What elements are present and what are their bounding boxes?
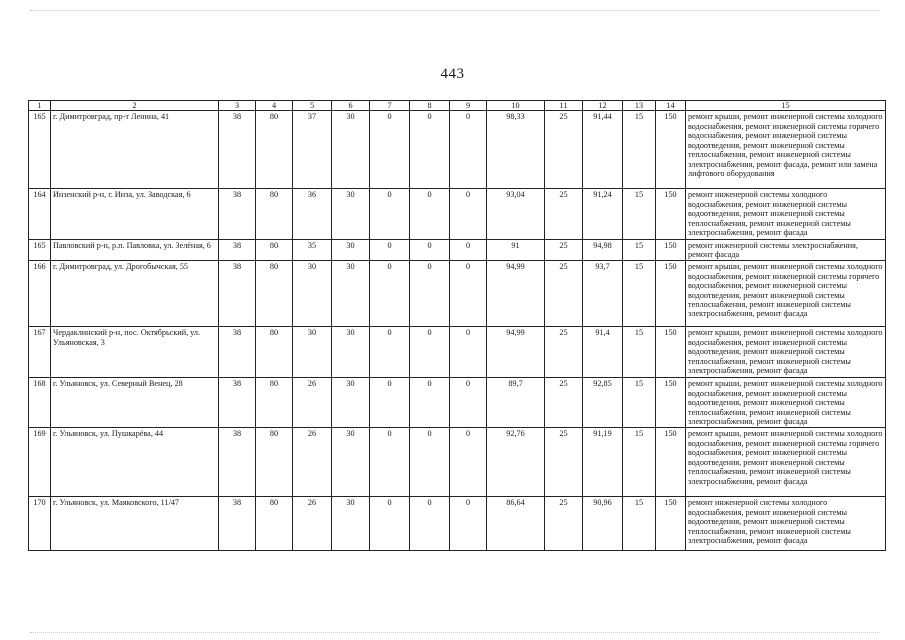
page-number: 443 — [440, 66, 465, 82]
column-header: 5 — [293, 101, 332, 111]
table-row — [29, 327, 886, 378]
value-cell: 25 — [545, 327, 583, 378]
column-header: 12 — [583, 101, 623, 111]
value-cell: 15 — [623, 189, 656, 239]
column-header: 10 — [487, 101, 545, 111]
value-cell: 0 — [410, 111, 450, 189]
value-cell: 90,96 — [583, 497, 623, 551]
value-cell: 30 — [332, 111, 370, 189]
value-cell: 150 — [656, 378, 686, 428]
address-cell: г. Ульяновск, ул. Северный Венец, 28 — [51, 378, 219, 428]
column-header: 3 — [219, 101, 256, 111]
value-cell: 15 — [623, 261, 656, 327]
address-cell: г. Димитровград, пр-т Ленина, 41 — [51, 111, 219, 189]
value-cell: 38 — [219, 189, 256, 239]
value-cell: 38 — [219, 239, 256, 261]
table-row — [29, 111, 886, 189]
value-cell: 0 — [370, 239, 410, 261]
row-number-cell: 167 — [29, 327, 51, 378]
value-cell: 150 — [656, 327, 686, 378]
value-cell: 0 — [410, 428, 450, 497]
value-cell: 15 — [623, 497, 656, 551]
value-cell: 0 — [370, 378, 410, 428]
value-cell: 0 — [450, 111, 487, 189]
value-cell: 0 — [410, 327, 450, 378]
value-cell: 26 — [293, 378, 332, 428]
works-list-cell: ремонт инженерной системы холодного водоснабжения, ремонт инженерной системы водоотведения, ремонт инженерной системы теплоснабжения, ремонт инженерной системы электроснабжения, ремонт фасада — [686, 497, 886, 551]
value-cell: 0 — [450, 261, 487, 327]
column-header: 11 — [545, 101, 583, 111]
value-cell: 0 — [450, 327, 487, 378]
value-cell: 35 — [293, 239, 332, 261]
row-number-cell: 170 — [29, 497, 51, 551]
value-cell: 91,44 — [583, 111, 623, 189]
value-cell: 91,19 — [583, 428, 623, 497]
row-number-cell: 165 — [29, 111, 51, 189]
value-cell: 15 — [623, 239, 656, 261]
column-header: 6 — [332, 101, 370, 111]
table-row — [29, 428, 886, 497]
scan-artifact-top — [30, 10, 880, 12]
table-row — [29, 239, 886, 261]
value-cell: 26 — [293, 497, 332, 551]
value-cell: 0 — [450, 189, 487, 239]
works-list-cell: ремонт крыши, ремонт инженерной системы холодного водоснабжения, ремонт инженерной системы горячего водоснабжения, ремонт инженерной системы водоотведения, ремонт инженерной системы теплоснабжения, ремонт инженерной системы электроснабжения, ремонт фасада — [686, 261, 886, 327]
value-cell: 25 — [545, 111, 583, 189]
value-cell: 150 — [656, 189, 686, 239]
row-number-cell: 164 — [29, 189, 51, 239]
value-cell: 80 — [256, 111, 293, 189]
value-cell: 80 — [256, 261, 293, 327]
column-numbers-row — [29, 101, 886, 111]
value-cell: 25 — [545, 497, 583, 551]
address-cell: г. Ульяновск, ул. Маяковского, 11/47 — [51, 497, 219, 551]
value-cell: 30 — [332, 239, 370, 261]
works-list-cell: ремонт инженерной системы электроснабжения, ремонт фасада — [686, 239, 886, 261]
value-cell: 30 — [332, 189, 370, 239]
value-cell: 0 — [450, 239, 487, 261]
value-cell: 94,99 — [487, 327, 545, 378]
value-cell: 15 — [623, 428, 656, 497]
value-cell: 0 — [370, 428, 410, 497]
value-cell: 25 — [545, 261, 583, 327]
column-header: 4 — [256, 101, 293, 111]
table-row — [29, 189, 886, 239]
value-cell: 93,04 — [487, 189, 545, 239]
value-cell: 30 — [332, 428, 370, 497]
address-cell: г. Димитровград, ул. Дрогобычская, 55 — [51, 261, 219, 327]
value-cell: 26 — [293, 428, 332, 497]
value-cell: 150 — [656, 497, 686, 551]
value-cell: 38 — [219, 428, 256, 497]
works-list-cell: ремонт крыши, ремонт инженерной системы холодного водоснабжения, ремонт инженерной системы водоотведения, ремонт инженерной системы теплоснабжения, ремонт инженерной системы электроснабжения, ремонт фасада — [686, 378, 886, 428]
value-cell: 25 — [545, 189, 583, 239]
value-cell: 0 — [370, 111, 410, 189]
value-cell: 38 — [219, 261, 256, 327]
value-cell: 92,85 — [583, 378, 623, 428]
value-cell: 30 — [293, 327, 332, 378]
table-row — [29, 497, 886, 551]
value-cell: 0 — [370, 497, 410, 551]
column-header: 9 — [450, 101, 487, 111]
value-cell: 30 — [332, 378, 370, 428]
column-header: 14 — [656, 101, 686, 111]
value-cell: 15 — [623, 378, 656, 428]
value-cell: 30 — [293, 261, 332, 327]
scan-artifact-bottom — [30, 632, 880, 634]
column-header: 7 — [370, 101, 410, 111]
column-header: 2 — [51, 101, 219, 111]
value-cell: 0 — [410, 378, 450, 428]
row-number-cell: 168 — [29, 378, 51, 428]
value-cell: 0 — [410, 189, 450, 239]
column-header: 13 — [623, 101, 656, 111]
value-cell: 91,24 — [583, 189, 623, 239]
value-cell: 15 — [623, 327, 656, 378]
value-cell: 80 — [256, 239, 293, 261]
value-cell: 86,64 — [487, 497, 545, 551]
value-cell: 0 — [450, 428, 487, 497]
value-cell: 0 — [370, 189, 410, 239]
value-cell: 38 — [219, 497, 256, 551]
address-cell: г. Ульяновск, ул. Пушкарёва, 44 — [51, 428, 219, 497]
works-list-cell: ремонт инженерной системы холодного водоснабжения, ремонт инженерной системы водоотведения, ремонт инженерной системы теплоснабжения, ремонт инженерной системы электроснабжения, ремонт фасада — [686, 189, 886, 239]
value-cell: 25 — [545, 239, 583, 261]
value-cell: 80 — [256, 327, 293, 378]
value-cell: 80 — [256, 497, 293, 551]
table-row — [29, 261, 886, 327]
table-body — [29, 111, 886, 551]
value-cell: 0 — [410, 261, 450, 327]
value-cell: 150 — [656, 261, 686, 327]
value-cell: 0 — [410, 239, 450, 261]
value-cell: 30 — [332, 261, 370, 327]
value-cell: 93,7 — [583, 261, 623, 327]
value-cell: 0 — [370, 261, 410, 327]
address-cell: Чердаклинский р-н, пос. Октябрьский, ул. Ульяновская, 3 — [51, 327, 219, 378]
row-number-cell: 165 — [29, 239, 51, 261]
value-cell: 150 — [656, 111, 686, 189]
value-cell: 91 — [487, 239, 545, 261]
value-cell: 80 — [256, 378, 293, 428]
row-number-cell: 166 — [29, 261, 51, 327]
value-cell: 25 — [545, 428, 583, 497]
value-cell: 30 — [332, 327, 370, 378]
value-cell: 91,4 — [583, 327, 623, 378]
value-cell: 150 — [656, 428, 686, 497]
address-cell: Павловский р-н, р.п. Павловка, ул. Зелёная, 6 — [51, 239, 219, 261]
column-header: 15 — [686, 101, 886, 111]
value-cell: 38 — [219, 378, 256, 428]
column-header: 1 — [29, 101, 51, 111]
works-list-cell: ремонт крыши, ремонт инженерной системы холодного водоснабжения, ремонт инженерной системы горячего водоснабжения, ремонт инженерной системы водоотведения, ремонт инженерной системы теплоснабжения, ремонт инженерной системы электроснабжения, ремонт фасада — [686, 428, 886, 497]
works-list-cell: ремонт крыши, ремонт инженерной системы холодного водоснабжения, ремонт инженерной системы водоотведения, ремонт инженерной системы теплоснабжения, ремонт инженерной системы электроснабжения, ремонт фасада — [686, 327, 886, 378]
value-cell: 0 — [450, 378, 487, 428]
registry-table — [28, 100, 886, 551]
value-cell: 36 — [293, 189, 332, 239]
value-cell: 38 — [219, 327, 256, 378]
value-cell: 150 — [656, 239, 686, 261]
value-cell: 92,76 — [487, 428, 545, 497]
value-cell: 25 — [545, 378, 583, 428]
value-cell: 98,33 — [487, 111, 545, 189]
value-cell: 80 — [256, 428, 293, 497]
works-list-cell: ремонт крыши, ремонт инженерной системы холодного водоснабжения, ремонт инженерной системы горячего водоснабжения, ремонт инженерной системы водоотведения, ремонт инженерной системы теплоснабжения, ремонт инженерной системы электроснабжения, ремонт фасада, ремонт или замена лифтового оборудования — [686, 111, 886, 189]
value-cell: 94,98 — [583, 239, 623, 261]
row-number-cell: 169 — [29, 428, 51, 497]
table-row — [29, 378, 886, 428]
value-cell: 80 — [256, 189, 293, 239]
value-cell: 0 — [370, 327, 410, 378]
address-cell: Инзенский р-н, г. Инза, ул. Заводская, 6 — [51, 189, 219, 239]
value-cell: 0 — [410, 497, 450, 551]
value-cell: 30 — [332, 497, 370, 551]
value-cell: 0 — [450, 497, 487, 551]
value-cell: 38 — [219, 111, 256, 189]
value-cell: 94,99 — [487, 261, 545, 327]
column-header: 8 — [410, 101, 450, 111]
value-cell: 15 — [623, 111, 656, 189]
value-cell: 89,7 — [487, 378, 545, 428]
value-cell: 37 — [293, 111, 332, 189]
